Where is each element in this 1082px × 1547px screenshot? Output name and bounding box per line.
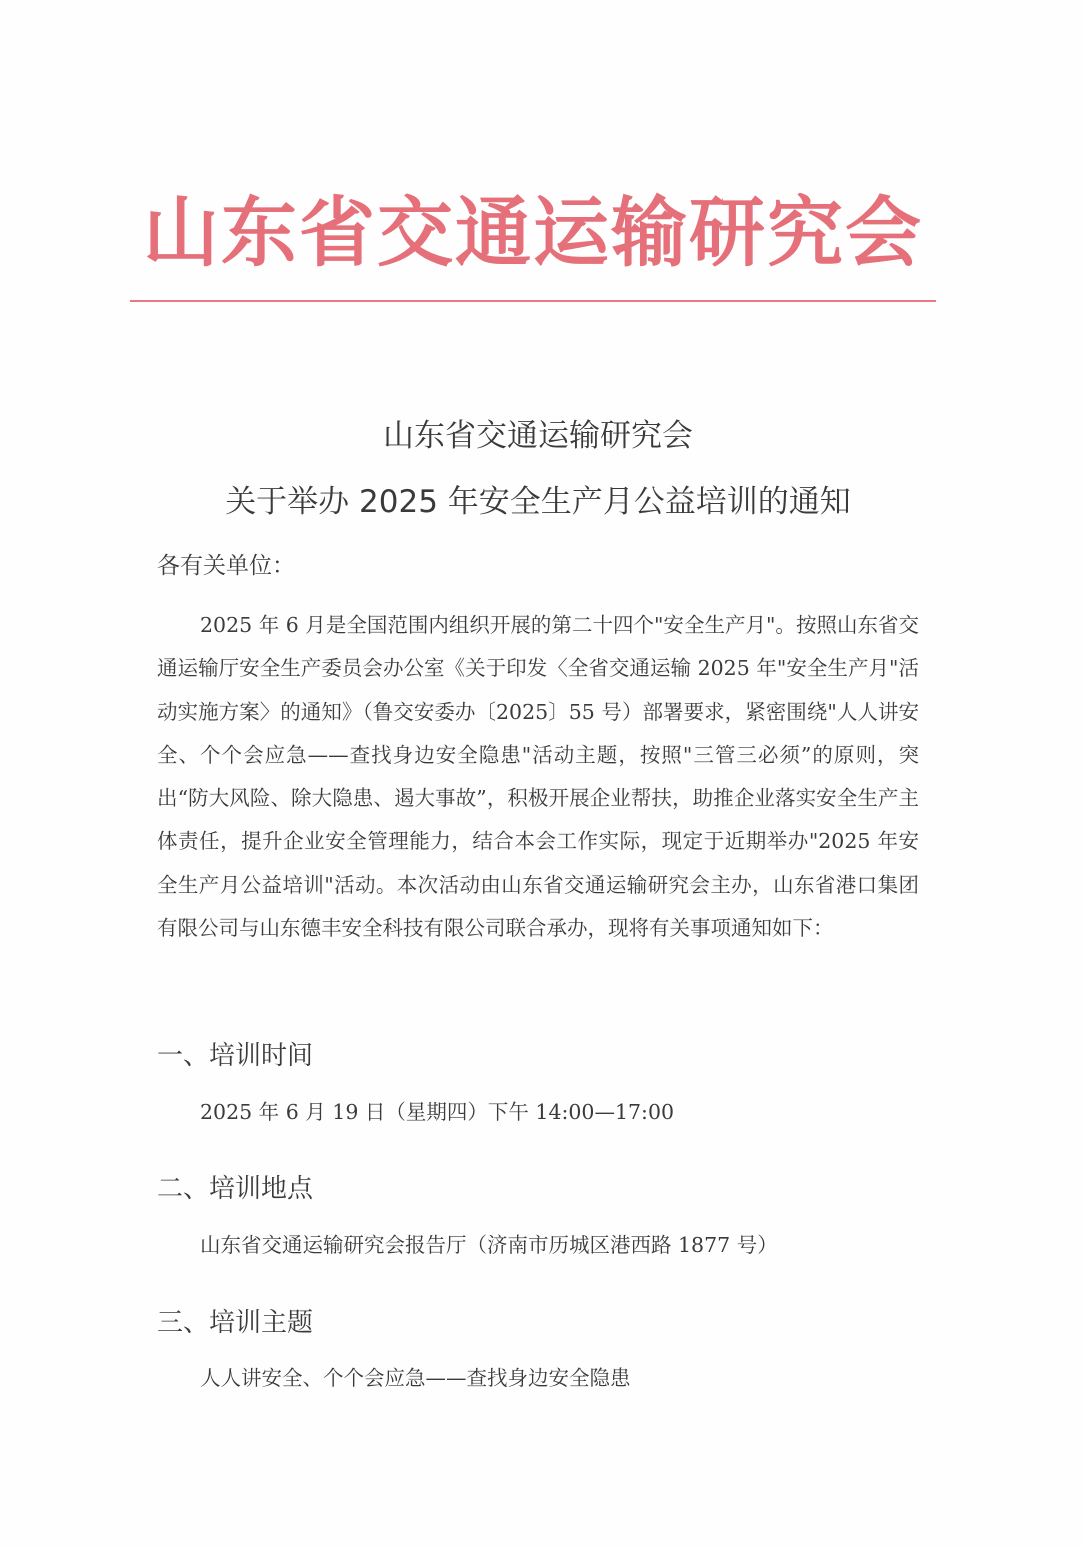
section-text-training-theme: 人人讲安全、个个会应急——查找身边安全隐患 <box>200 1366 631 1390</box>
body-paragraph: 2025 年 6 月是全国范围内组织开展的第二十四个"安全生产月"。按照山东省交通运输厅安全生产委员会办公室《关于印发〈全省交通运输 2025 年"安全生产月"活动实施方案〉的通知》（鲁交安委办〔2025〕55 号）部署要求，紧密围绕"人人讲安全、个个会应急——查找身边安全隐患"活动主题，按照"三管三必须”的原则，突出“防大风险、除大隐患、遏大事故”，积极开展企业帮扶，助推企业落实安全生产主体责任，提升企业安全管理能力，结合本会工作实际，现定于近期举办"2025 年安全生产月公益培训"活动。本次活动由山东省交通运输研究会主办，山东省港口集团有限公司与山东德丰安全科技有限公司联合承办，现将有关事项通知如下： <box>157 613 919 941</box>
section-heading-training-location: 二、培训地点 <box>157 1174 314 1204</box>
section-text-training-location: 山东省交通运输研究会报告厅（济南市历城区港西路 1877 号） <box>200 1233 778 1257</box>
masthead-red-rule <box>130 300 936 302</box>
notice-title-subject: 关于举办 2025 年安全生产月公益培训的通知 <box>225 484 851 520</box>
salutation: 各有关单位： <box>157 553 295 579</box>
masthead-org-name: 山东省交通运输研究会 <box>143 188 923 277</box>
notice-title-org: 山东省交通运输研究会 <box>383 418 693 454</box>
section-text-training-time: 2025 年 6 月 19 日（星期四）下午 14:00—17:00 <box>200 1100 675 1124</box>
section-heading-training-time: 一、培训时间 <box>157 1041 314 1071</box>
section-heading-training-theme: 三、培训主题 <box>157 1308 314 1338</box>
